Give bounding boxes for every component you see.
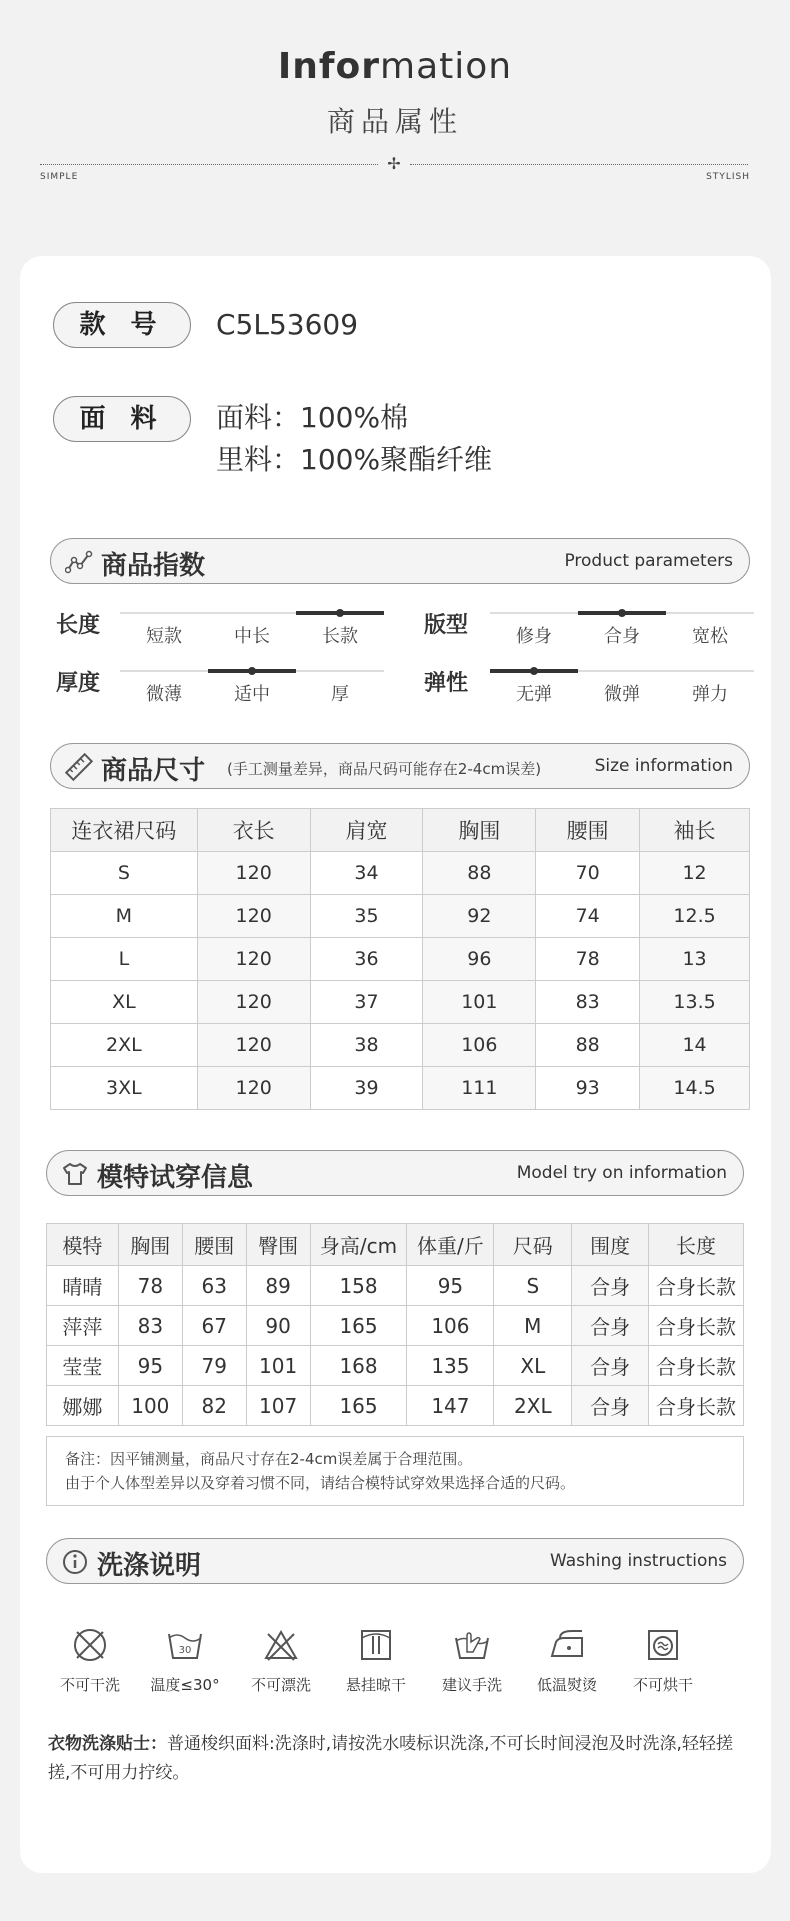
table-row [51,852,750,895]
wash-label: 低温熨烫 [536,1676,597,1694]
model-cell: S [494,1266,572,1306]
size-cell: 35 [310,895,423,938]
wash-label: 不可烘干 [632,1676,693,1694]
model-cell: 79 [182,1346,246,1386]
wash-item-low-iron [520,1626,614,1695]
model-header-cell: 围度 [572,1224,649,1266]
wash-section-bar [46,1538,744,1584]
size-cell: 78 [536,938,640,981]
model-header-cell: 臀围 [246,1224,310,1266]
scale-selected-dot [248,667,256,675]
model-cell: 67 [182,1306,246,1346]
scale-option: 修身 [516,626,552,647]
divider-right [410,164,748,165]
size-cell: 14.5 [640,1067,750,1110]
fabric-line-1: 面料：100%棉 [216,401,409,434]
model-header-cell: 体重/斤 [407,1224,494,1266]
model-cell: 165 [310,1306,407,1346]
param-scale-length [120,612,384,647]
size-cell: 34 [310,852,423,895]
low-iron-icon [548,1626,586,1664]
model-cell: 106 [407,1306,494,1346]
size-header-cell: 肩宽 [310,809,423,852]
size-cell: 92 [423,895,536,938]
size-cell: 83 [536,981,640,1024]
title-bold-part: Infor [277,46,381,87]
washing-tips [48,1730,748,1788]
table-row [51,938,750,981]
scale-selected-dot [618,609,626,617]
model-cell: M [494,1306,572,1346]
model-cell: 147 [407,1386,494,1426]
ruler-icon [65,753,93,781]
scale-option: 长款 [322,626,358,647]
no-dry-clean-icon [71,1626,109,1664]
scale-option: 合身 [604,626,640,647]
model-cell: 158 [310,1266,407,1306]
scale-option: 微弹 [604,684,640,705]
size-title: 商品尺寸 [101,756,206,786]
size-cell: L [51,938,198,981]
model-cell: 晴晴 [47,1266,119,1306]
wash-item-no-tumble-dry [616,1626,710,1695]
no-bleach-icon [262,1626,300,1664]
table-row [51,895,750,938]
model-header-cell: 模特 [47,1224,119,1266]
model-cell: 2XL [494,1386,572,1426]
hang-dry-icon [357,1626,395,1664]
scale-option: 中长 [234,626,270,647]
wash-item-temp [138,1626,232,1695]
wash-30-icon [166,1626,204,1664]
model-header-cell: 胸围 [118,1224,182,1266]
wash-item-no-bleach [234,1626,328,1695]
tshirt-icon [61,1160,89,1188]
info-card [20,256,771,1873]
page-subtitle: 商品属性 [326,105,463,138]
model-cell: 100 [118,1386,182,1426]
size-cell: 39 [310,1067,423,1110]
table-row [47,1266,744,1306]
scale-option: 微薄 [146,684,182,705]
size-cell: M [51,895,198,938]
size-header-cell: 腰围 [536,809,640,852]
size-cell: 13.5 [640,981,750,1024]
model-title: 模特试穿信息 [97,1163,254,1193]
params-section-bar [50,538,750,584]
scale-option: 厚 [331,684,349,705]
size-cell: 120 [197,895,310,938]
size-cell: 120 [197,938,310,981]
simple-tag: SIMPLE [40,172,79,182]
scale-option: 适中 [234,684,270,705]
model-cell: 78 [118,1266,182,1306]
size-cell: 101 [423,981,536,1024]
size-cell: 74 [536,895,640,938]
table-row [47,1386,744,1426]
size-cell: 14 [640,1024,750,1067]
page-title [0,46,790,87]
style-number: C5L53609 [216,308,359,341]
model-header-cell: 腰围 [182,1224,246,1266]
size-header-cell: 连衣裙尺码 [51,809,198,852]
model-cell: 83 [118,1306,182,1346]
size-cell: 36 [310,938,423,981]
size-cell: 13 [640,938,750,981]
size-cell: 88 [536,1024,640,1067]
model-cell: 63 [182,1266,246,1306]
model-header-cell: 长度 [649,1224,744,1266]
params-title: 商品指数 [101,551,206,581]
model-cell: 合身 [572,1266,649,1306]
divider-left [40,164,378,165]
size-cell: 12 [640,852,750,895]
wash-label: 不可干洗 [59,1676,120,1694]
table-row [47,1306,744,1346]
tips-label: 衣物洗涤贴士： [48,1734,167,1754]
scale-selected-dot [336,609,344,617]
size-table [50,808,750,1110]
scale-option: 宽松 [692,626,728,647]
style-label: 款 号 [53,302,191,348]
size-cell: 96 [423,938,536,981]
crosshair-star-icon: ✢ [387,154,401,173]
scale-option: 无弹 [516,684,552,705]
model-cell: 82 [182,1386,246,1426]
scale-option: 短款 [146,626,182,647]
size-cell: 120 [197,981,310,1024]
size-cell: 12.5 [640,895,750,938]
model-cell: 135 [407,1346,494,1386]
size-cell: XL [51,981,198,1024]
size-cell: 2XL [51,1024,198,1067]
model-cell: 合身 [572,1346,649,1386]
wash-label: 温度≤30° [150,1676,220,1694]
param-label-fit: 版型 [424,613,469,638]
param-label-thickness: 厚度 [56,671,101,696]
stylish-tag: STYLISH [706,172,750,182]
size-cell: 93 [536,1067,640,1110]
tips-text: 普通梭织面料:洗涤时,请按洗水唛标识洗涤,不可长时间浸泡及时洗涤,轻轻搓搓,不可用力拧绞。 [48,1734,733,1783]
wash-item-hand-wash [425,1626,519,1695]
wash-title: 洗涤说明 [97,1551,202,1581]
table-row [51,981,750,1024]
model-cell: 89 [246,1266,310,1306]
size-cell: S [51,852,198,895]
title-rest-part: mation [380,46,513,87]
model-section-bar [46,1150,744,1196]
model-cell: 娜娜 [47,1386,119,1426]
param-label-elasticity: 弹性 [424,671,469,696]
table-row [47,1346,744,1386]
model-cell: 107 [246,1386,310,1426]
model-cell: XL [494,1346,572,1386]
size-cell: 38 [310,1024,423,1067]
size-cell: 3XL [51,1067,198,1110]
model-cell: 合身长款 [649,1266,744,1306]
model-title-en: Model try on information [516,1163,727,1183]
scale-option: 弹力 [692,684,728,705]
size-cell: 111 [423,1067,536,1110]
table-row [51,1024,750,1067]
model-note-2: 由于个人体型差异以及穿着习惯不同，请结合模特试穿效果选择合适的尺码。 [65,1474,576,1492]
model-cell: 90 [246,1306,310,1346]
model-cell: 101 [246,1346,310,1386]
model-cell: 合身 [572,1306,649,1346]
scale-selected-dot [530,667,538,675]
model-cell: 合身长款 [649,1306,744,1346]
table-row [51,1067,750,1110]
wash-item-no-dry-clean [43,1626,137,1695]
model-cell: 合身长款 [649,1346,744,1386]
model-cell: 168 [310,1346,407,1386]
wash-title-en: Washing instructions [549,1551,727,1571]
model-cell: 95 [118,1346,182,1386]
no-tumble-dry-icon [644,1626,682,1664]
model-cell: 合身 [572,1386,649,1426]
model-table [46,1223,744,1426]
size-cell: 120 [197,1067,310,1110]
size-cell: 70 [536,852,640,895]
param-scale-thickness [120,670,384,705]
param-scale-fit [490,612,754,647]
size-cell: 37 [310,981,423,1024]
size-cell: 106 [423,1024,536,1067]
model-notes [46,1436,744,1506]
model-cell: 萍萍 [47,1306,119,1346]
size-cell: 120 [197,1024,310,1067]
param-scale-elasticity [490,670,754,705]
model-cell: 165 [310,1386,407,1426]
wash-label: 悬挂晾干 [345,1676,406,1694]
wash-item-hang-dry [329,1626,423,1695]
model-header-cell: 身高/cm [310,1224,407,1266]
size-header-cell: 袖长 [640,809,750,852]
size-title-en: Size information [594,756,733,776]
model-note-1: 备注：因平铺测量，商品尺寸存在2-4cm误差属于合理范围。 [65,1450,473,1468]
wash-label: 不可漂洗 [250,1676,311,1694]
param-label-length: 长度 [56,613,101,638]
fabric-line-2: 里料：100%聚酯纤维 [216,443,493,476]
size-section-bar [50,743,750,789]
trend-line-icon [65,548,93,576]
info-circle-icon [61,1548,89,1576]
size-header-cell: 胸围 [423,809,536,852]
size-cell: 120 [197,852,310,895]
params-title-en: Product parameters [564,551,733,571]
fabric-label: 面 料 [53,396,191,442]
hand-wash-icon [453,1626,491,1664]
model-cell: 莹莹 [47,1346,119,1386]
size-note: (手工测量差异，商品尺码可能存在2-4cm误差) [227,760,542,778]
size-cell: 88 [423,852,536,895]
wash-label: 建议手洗 [441,1676,502,1694]
model-cell: 合身长款 [649,1386,744,1426]
size-header-cell: 衣长 [197,809,310,852]
model-header-cell: 尺码 [494,1224,572,1266]
model-cell: 95 [407,1266,494,1306]
svg-text:30: 30 [178,1645,192,1656]
